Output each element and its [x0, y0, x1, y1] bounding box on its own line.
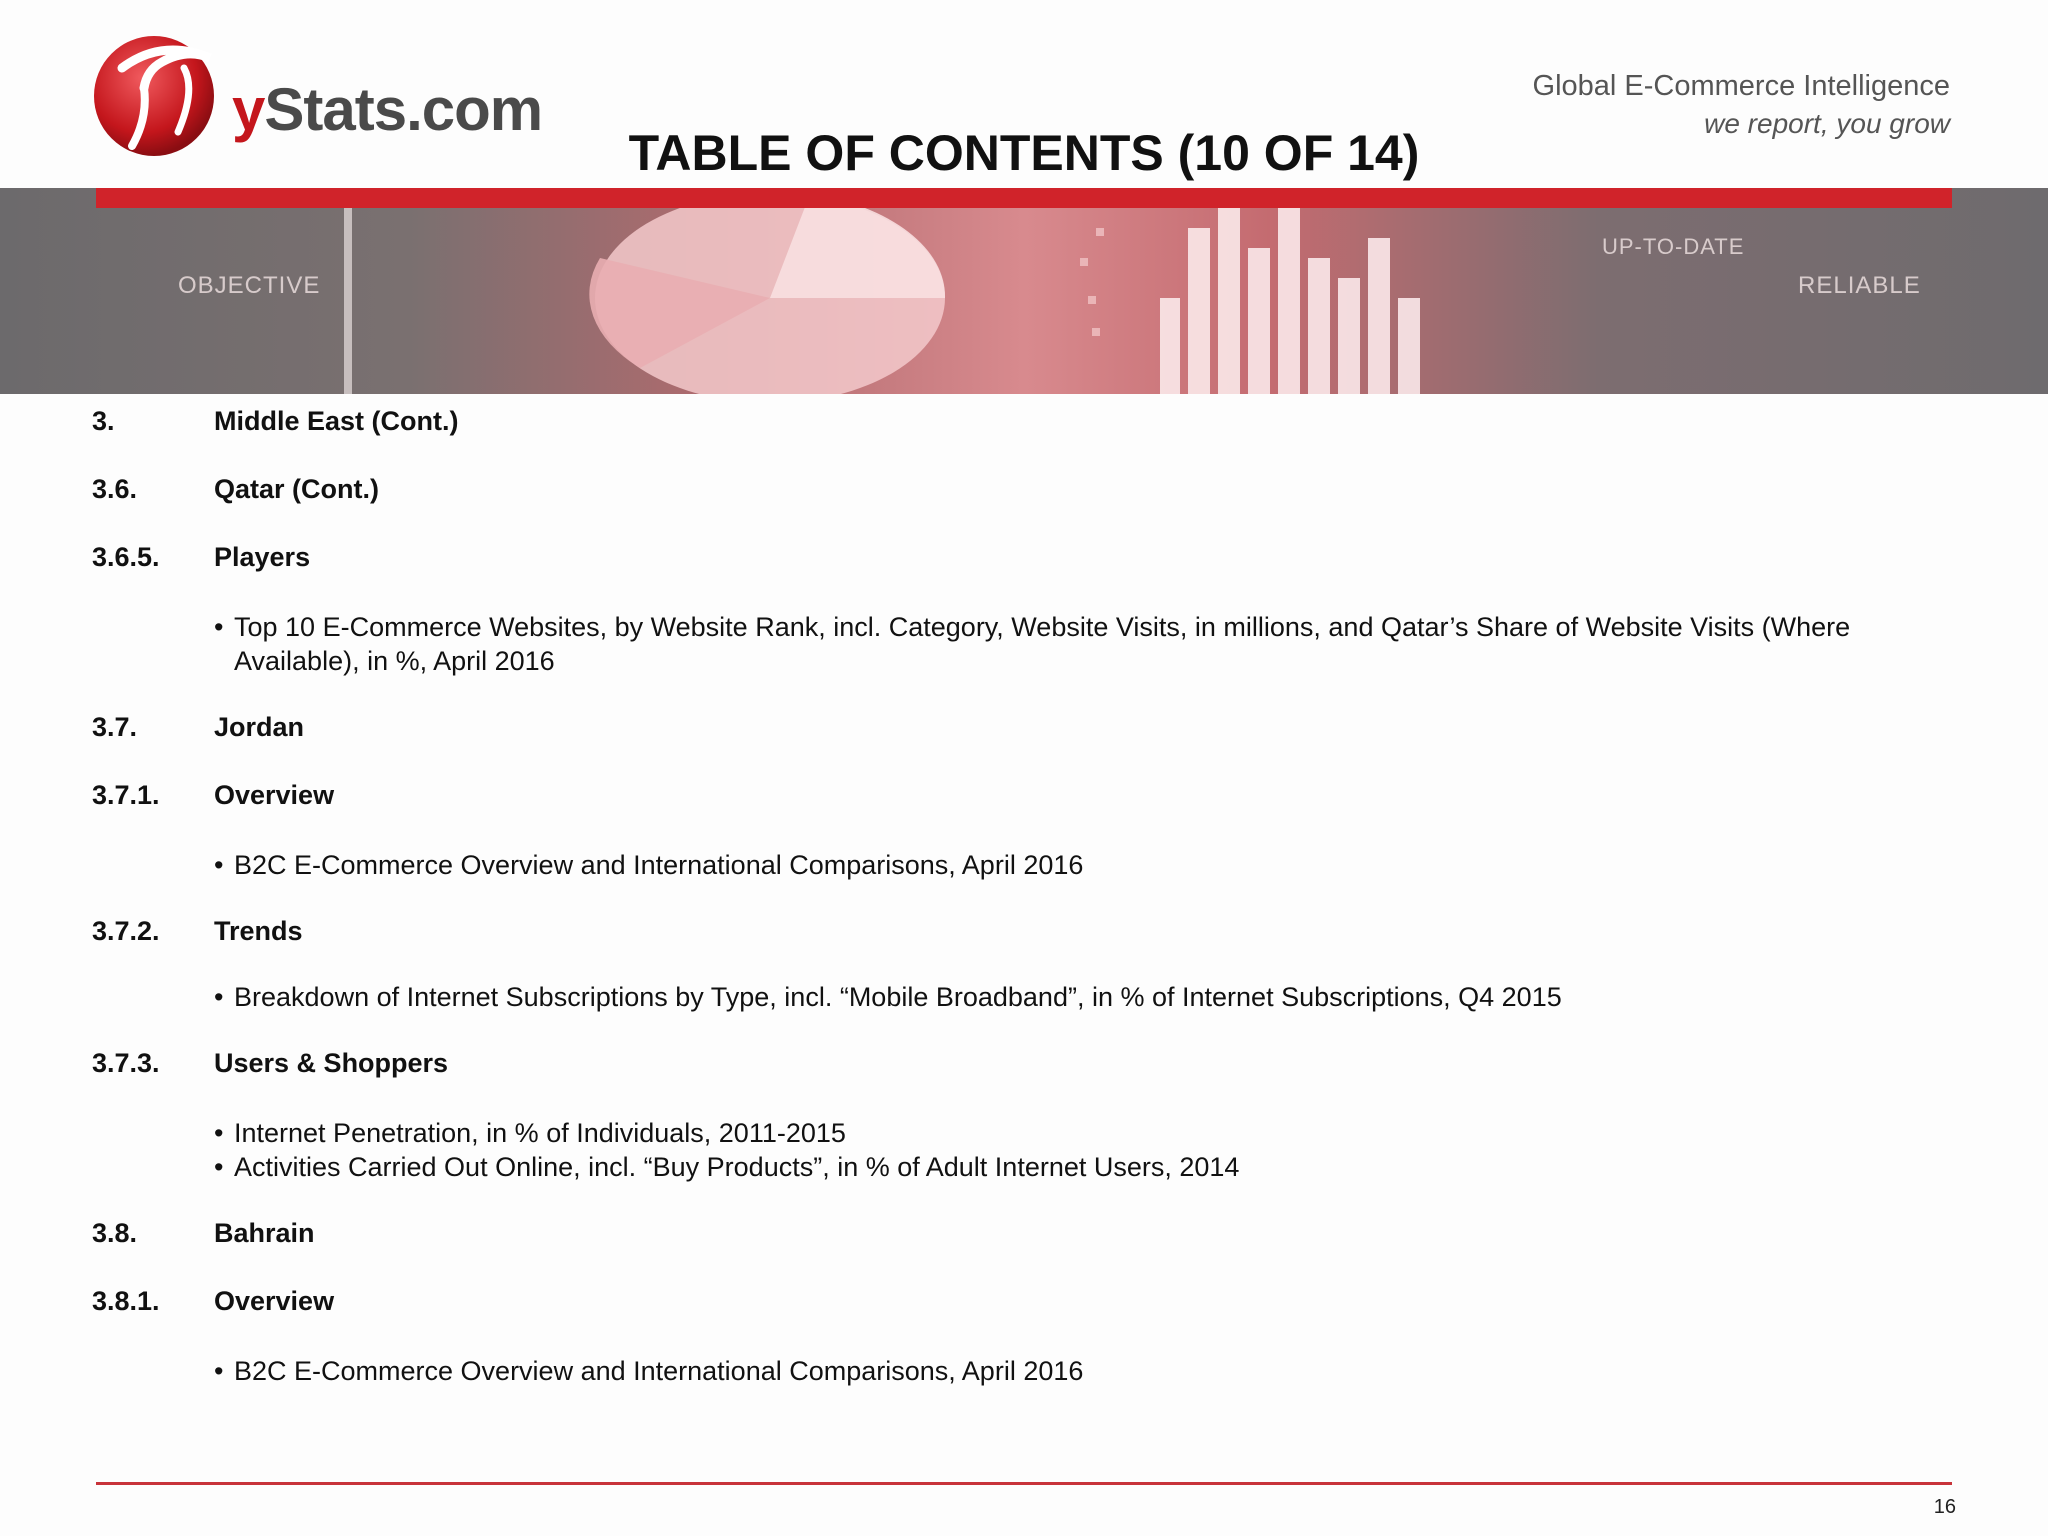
toc-heading: Players — [214, 542, 311, 572]
toc-heading: Bahrain — [214, 1218, 315, 1248]
toc-bullets — [214, 848, 1952, 882]
toc-entry — [92, 712, 1952, 780]
footer-divider — [96, 1482, 1952, 1485]
toc-heading: Users & Shoppers — [214, 1048, 449, 1078]
header-red-bar — [96, 188, 1952, 208]
toc-number: 3.8. — [92, 1218, 138, 1248]
page-title: TABLE OF CONTENTS (10 OF 14) — [628, 125, 1420, 181]
toc-number: 3.7.2. — [92, 916, 160, 946]
banner-word-objective: OBJECTIVE — [178, 272, 321, 299]
banner-word-up-to-date: UP-TO-DATE — [1602, 234, 1745, 259]
toc-heading: Trends — [214, 916, 303, 946]
toc-bullet-item: • B2C E-Commerce Overview and International Comparisons, April 2016 — [214, 1354, 1952, 1388]
tagline-secondary: we report, you grow — [1704, 107, 1950, 139]
toc-number: 3.6. — [92, 474, 138, 504]
toc-entry — [92, 916, 1952, 980]
toc-heading: Overview — [214, 780, 335, 810]
toc-bullet-item: • Breakdown of Internet Subscriptions by Type, incl. “Mobile Broadband”, in % of Internet Subscriptions, Q4 2015 — [214, 980, 1952, 1014]
toc-bullet-item: • B2C E-Commerce Overview and International Comparisons, April 2016 — [214, 848, 1952, 882]
toc-entry — [92, 1218, 1952, 1286]
header-banner — [0, 188, 2048, 394]
toc-list — [92, 406, 1952, 1388]
tagline-primary: Global E-Commerce Intelligence — [1532, 70, 1950, 102]
toc-bullets — [214, 1354, 1952, 1388]
toc-entry — [92, 542, 1952, 610]
toc-heading: Overview — [214, 1286, 335, 1316]
toc-bullets — [214, 980, 1952, 1014]
toc-bullet-item: • Top 10 E-Commerce Websites, by Website Rank, incl. Category, Website Visits, in millions, and Qatar’s Share of Website Visits (Where Available), in %, April 2016 — [214, 610, 1952, 678]
toc-number: 3.7. — [92, 712, 138, 742]
logo-wordmark: yStats.com — [232, 76, 543, 143]
toc-heading: Jordan — [214, 712, 305, 742]
toc-number: 3.8.1. — [92, 1286, 160, 1316]
page-number: 16 — [1933, 1496, 1956, 1518]
toc-number: 3.7.1. — [92, 780, 160, 810]
toc-bullets — [214, 610, 1952, 678]
banner-word-reliable: RELIABLE — [1798, 272, 1921, 299]
toc-bullet-item: • Internet Penetration, in % of Individuals, 2011-2015 — [214, 1116, 1952, 1150]
toc-number: 3.6.5. — [92, 542, 160, 572]
toc-heading: Qatar (Cont.) — [214, 474, 379, 504]
toc-heading: Middle East (Cont.) — [214, 406, 459, 436]
toc-number: 3.7.3. — [92, 1048, 160, 1078]
toc-entry — [92, 1048, 1952, 1116]
toc-bullets — [214, 1116, 1952, 1184]
toc-bullet-item: • Activities Carried Out Online, incl. “Buy Products”, in % of Adult Internet Users, 2014 — [214, 1150, 1952, 1184]
toc-number: 3. — [92, 406, 115, 436]
toc-entry — [92, 406, 1952, 474]
toc-entry — [92, 780, 1952, 848]
toc-entry — [92, 1286, 1952, 1354]
toc-entry — [92, 474, 1952, 542]
